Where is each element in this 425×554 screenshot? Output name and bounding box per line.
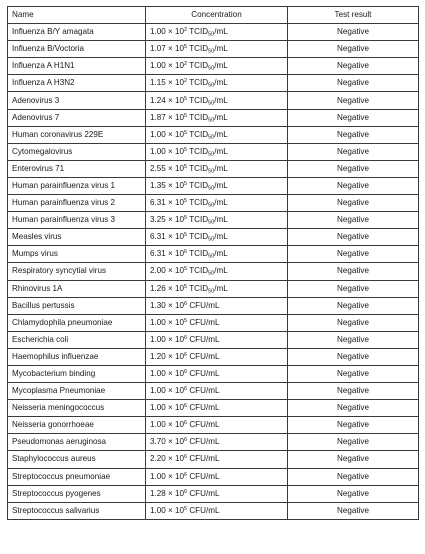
table-row: [8, 143, 419, 160]
conc-unit-tail: /mL: [214, 163, 228, 173]
row-concentration: [146, 280, 288, 297]
row-concentration: [146, 297, 288, 314]
table-row: [8, 365, 419, 382]
conc-exponent: 5: [184, 112, 188, 119]
conc-mantissa: 6.31: [150, 249, 166, 259]
row-concentration: [146, 195, 288, 212]
conc-exponent: 6: [184, 420, 188, 427]
row-concentration: [146, 229, 288, 246]
conc-mantissa: 6.31: [150, 198, 166, 208]
conc-times: ×: [168, 420, 173, 430]
row-result: Negative: [288, 348, 419, 365]
conc-mantissa: 1.20: [150, 351, 166, 361]
conc-base: 10: [175, 403, 185, 413]
conc-times: ×: [168, 488, 173, 498]
conc-base: 10: [175, 420, 185, 430]
conc-unit-subscript: 50: [208, 236, 215, 243]
conc-times: ×: [168, 95, 173, 105]
row-name: Mycoplasma Pneumoniae: [8, 383, 146, 400]
conc-mantissa: 1.87: [150, 112, 166, 122]
conc-exponent: 6: [184, 249, 188, 256]
conc-unit-subscript: 50: [208, 185, 215, 192]
conc-exponent: 5: [184, 266, 188, 273]
conc-times: ×: [168, 334, 173, 344]
conc-mantissa: 1.26: [150, 283, 166, 293]
conc-times: ×: [168, 163, 173, 173]
conc-unit-subscript: 50: [208, 219, 215, 226]
table-row: [8, 263, 419, 280]
conc-base: 10: [175, 112, 185, 122]
row-concentration: [146, 365, 288, 382]
conc-unit-tail: /mL: [214, 129, 228, 139]
conc-unit: TCID: [189, 283, 209, 293]
conc-exponent: 5: [184, 198, 188, 205]
conc-exponent: 5: [184, 163, 188, 170]
conc-unit: TCID: [189, 61, 209, 71]
conc-exponent: 6: [184, 300, 188, 307]
row-result: Negative: [288, 126, 419, 143]
conc-mantissa: 1.00: [150, 146, 166, 156]
row-result: Negative: [288, 468, 419, 485]
row-concentration: [146, 75, 288, 92]
conc-unit-tail: /mL: [214, 266, 228, 276]
conc-exponent: 6: [184, 334, 188, 341]
conc-mantissa: 1.00: [150, 27, 166, 37]
row-concentration: [146, 468, 288, 485]
row-result: Negative: [288, 297, 419, 314]
row-result: Negative: [288, 212, 419, 229]
conc-base: 10: [175, 334, 185, 344]
conc-unit-subscript: 50: [208, 48, 215, 55]
row-result: Negative: [288, 451, 419, 468]
conc-base: 10: [175, 61, 185, 71]
conc-times: ×: [168, 44, 173, 54]
conc-times: ×: [168, 232, 173, 242]
conc-base: 10: [175, 180, 185, 190]
row-result: Negative: [288, 177, 419, 194]
conc-unit: TCID: [189, 27, 209, 37]
conc-mantissa: 2.20: [150, 454, 166, 464]
conc-times: ×: [168, 369, 173, 379]
conc-times: ×: [168, 266, 173, 276]
conc-exponent: 6: [184, 471, 188, 478]
conc-unit: TCID: [189, 163, 209, 173]
conc-times: ×: [168, 300, 173, 310]
row-result: Negative: [288, 92, 419, 109]
row-name: Chlamydophila pneumoniae: [8, 314, 146, 331]
row-result: Negative: [288, 75, 419, 92]
conc-unit-tail: /mL: [214, 215, 228, 225]
conc-unit-tail: /mL: [214, 95, 228, 105]
conc-mantissa: 1.00: [150, 505, 166, 515]
conc-mantissa: 3.70: [150, 437, 166, 447]
conc-base: 10: [175, 283, 185, 293]
conc-base: 10: [175, 27, 185, 37]
table-row: [8, 41, 419, 58]
row-name: Neisseria meningococcus: [8, 400, 146, 417]
conc-unit-subscript: 50: [208, 82, 215, 89]
conc-mantissa: 1.00: [150, 420, 166, 430]
header-name: Name: [8, 7, 146, 24]
conc-unit-subscript: 50: [208, 151, 215, 158]
conc-mantissa: 1.00: [150, 369, 166, 379]
conc-times: ×: [168, 454, 173, 464]
conc-base: 10: [175, 249, 185, 259]
table-row: [8, 485, 419, 502]
conc-unit-subscript: 50: [208, 253, 215, 260]
conc-unit: TCID: [189, 129, 209, 139]
table-row: [8, 348, 419, 365]
table-row: [8, 212, 419, 229]
row-name: Respiratory syncytial virus: [8, 263, 146, 280]
table-row: [8, 126, 419, 143]
conc-unit: TCID: [189, 112, 209, 122]
conc-mantissa: 3.25: [150, 215, 166, 225]
conc-exponent: 6: [184, 454, 188, 461]
conc-unit: CFU/mL: [189, 317, 220, 327]
row-result: Negative: [288, 109, 419, 126]
conc-base: 10: [175, 471, 185, 481]
conc-exponent: 5: [184, 505, 188, 512]
conc-base: 10: [175, 129, 185, 139]
row-concentration: [146, 41, 288, 58]
conc-mantissa: 1.30: [150, 300, 166, 310]
row-result: Negative: [288, 502, 419, 519]
row-name: Human parainfluenza virus 2: [8, 195, 146, 212]
conc-exponent: 5: [184, 44, 188, 51]
conc-times: ×: [168, 437, 173, 447]
row-name: Measles virus: [8, 229, 146, 246]
conc-unit-subscript: 50: [208, 168, 215, 175]
row-concentration: [146, 263, 288, 280]
row-name: Bacillus pertussis: [8, 297, 146, 314]
row-result: Negative: [288, 485, 419, 502]
row-name: Streptococcus salivarius: [8, 502, 146, 519]
conc-unit: CFU/mL: [189, 334, 220, 344]
conc-exponent: 6: [184, 369, 188, 376]
conc-times: ×: [168, 317, 173, 327]
conc-unit-subscript: 50: [208, 100, 215, 107]
conc-times: ×: [168, 505, 173, 515]
conc-mantissa: 1.07: [150, 44, 166, 54]
row-name: Streptococcus pyogenes: [8, 485, 146, 502]
row-concentration: [146, 92, 288, 109]
conc-unit: CFU/mL: [189, 471, 220, 481]
conc-base: 10: [175, 300, 185, 310]
table-row: [8, 331, 419, 348]
conc-unit: CFU/mL: [189, 369, 220, 379]
row-concentration: [146, 143, 288, 160]
conc-unit-subscript: 50: [208, 31, 215, 38]
conc-unit: TCID: [189, 232, 209, 242]
row-result: Negative: [288, 58, 419, 75]
conc-unit: TCID: [189, 198, 209, 208]
table-row: [8, 400, 419, 417]
conc-base: 10: [175, 454, 185, 464]
row-concentration: [146, 400, 288, 417]
conc-mantissa: 1.24: [150, 95, 166, 105]
row-concentration: [146, 109, 288, 126]
conc-exponent: 2: [184, 27, 188, 34]
conc-unit: TCID: [189, 215, 209, 225]
conc-times: ×: [168, 129, 173, 139]
row-name: Enterovirus 71: [8, 160, 146, 177]
row-result: Negative: [288, 24, 419, 41]
conc-exponent: 5: [184, 95, 188, 102]
row-result: Negative: [288, 160, 419, 177]
conc-unit: TCID: [189, 146, 209, 156]
conc-times: ×: [168, 249, 173, 259]
table-row: [8, 58, 419, 75]
conc-times: ×: [168, 146, 173, 156]
conc-exponent: 5: [184, 180, 188, 187]
row-name: Influenza B/Y amagata: [8, 24, 146, 41]
conc-base: 10: [175, 198, 185, 208]
conc-base: 10: [175, 437, 185, 447]
table-row: [8, 160, 419, 177]
conc-times: ×: [168, 198, 173, 208]
row-concentration: [146, 58, 288, 75]
row-name: Human parainfluenza virus 3: [8, 212, 146, 229]
conc-unit: CFU/mL: [189, 386, 220, 396]
conc-times: ×: [168, 403, 173, 413]
row-name: Influenza B/Voctoria: [8, 41, 146, 58]
row-name: Human coronavirus 229E: [8, 126, 146, 143]
row-result: Negative: [288, 383, 419, 400]
conc-unit-tail: /mL: [214, 180, 228, 190]
row-result: Negative: [288, 246, 419, 263]
row-concentration: [146, 434, 288, 451]
row-name: Pseudomonas aeruginosa: [8, 434, 146, 451]
conc-unit: CFU/mL: [189, 505, 220, 515]
row-concentration: [146, 485, 288, 502]
table-row: [8, 502, 419, 519]
row-result: Negative: [288, 400, 419, 417]
conc-unit: CFU/mL: [189, 420, 220, 430]
row-result: Negative: [288, 41, 419, 58]
conc-unit: CFU/mL: [189, 454, 220, 464]
conc-exponent: 6: [184, 351, 188, 358]
conc-unit: CFU/mL: [189, 300, 220, 310]
conc-mantissa: 1.28: [150, 488, 166, 498]
table-row: [8, 468, 419, 485]
row-name: Staphylococcus aureus: [8, 451, 146, 468]
conc-exponent: 2: [184, 78, 188, 85]
row-name: Haemophilus influenzae: [8, 348, 146, 365]
table-row: [8, 417, 419, 434]
conc-base: 10: [175, 146, 185, 156]
table-row: [8, 314, 419, 331]
conc-unit: TCID: [189, 266, 209, 276]
conc-unit-subscript: 50: [208, 202, 215, 209]
conc-base: 10: [175, 266, 185, 276]
conc-exponent: 5: [184, 146, 188, 153]
conc-unit-tail: /mL: [214, 283, 228, 293]
table-row: [8, 177, 419, 194]
row-concentration: [146, 24, 288, 41]
row-result: Negative: [288, 365, 419, 382]
row-name: Human parainfluenza virus 1: [8, 177, 146, 194]
conc-exponent: 5: [184, 215, 188, 222]
conc-times: ×: [168, 112, 173, 122]
table-row: [8, 75, 419, 92]
row-name: Adenovirus 7: [8, 109, 146, 126]
conc-mantissa: 1.00: [150, 403, 166, 413]
conc-unit: CFU/mL: [189, 488, 220, 498]
conc-base: 10: [175, 95, 185, 105]
header-result: Test result: [288, 7, 419, 24]
conc-exponent: 6: [184, 403, 188, 410]
conc-unit: TCID: [189, 95, 209, 105]
conc-times: ×: [168, 215, 173, 225]
conc-exponent: 6: [184, 437, 188, 444]
row-concentration: [146, 417, 288, 434]
row-concentration: [146, 126, 288, 143]
table-row: [8, 229, 419, 246]
row-name: Escherichia coli: [8, 331, 146, 348]
table-row: [8, 280, 419, 297]
conc-mantissa: 1.00: [150, 334, 166, 344]
row-name: Cytomegalovirus: [8, 143, 146, 160]
row-result: Negative: [288, 417, 419, 434]
row-concentration: [146, 502, 288, 519]
table-row: [8, 92, 419, 109]
conc-unit-tail: /mL: [214, 249, 228, 259]
row-name: Influenza A H1N1: [8, 58, 146, 75]
row-name: Rhinovirus 1A: [8, 280, 146, 297]
table-row: [8, 451, 419, 468]
conc-unit-tail: /mL: [214, 27, 228, 37]
row-name: Mumps virus: [8, 246, 146, 263]
conc-base: 10: [175, 215, 185, 225]
row-concentration: [146, 331, 288, 348]
conc-unit: CFU/mL: [189, 351, 220, 361]
conc-base: 10: [175, 163, 185, 173]
row-concentration: [146, 451, 288, 468]
conc-unit-tail: /mL: [214, 44, 228, 54]
conc-unit: CFU/mL: [189, 437, 220, 447]
conc-unit-subscript: 50: [208, 117, 215, 124]
conc-times: ×: [168, 471, 173, 481]
row-result: Negative: [288, 143, 419, 160]
conc-unit-subscript: 50: [208, 270, 215, 277]
conc-unit: TCID: [189, 44, 209, 54]
conc-mantissa: 1.00: [150, 471, 166, 481]
conc-mantissa: 2.55: [150, 163, 166, 173]
conc-base: 10: [175, 317, 185, 327]
conc-unit-subscript: 50: [208, 134, 215, 141]
conc-mantissa: 1.00: [150, 317, 166, 327]
row-concentration: [146, 348, 288, 365]
row-concentration: [146, 246, 288, 263]
conc-times: ×: [168, 283, 173, 293]
conc-unit: TCID: [189, 180, 209, 190]
conc-exponent: 6: [184, 488, 188, 495]
conc-base: 10: [175, 505, 185, 515]
conc-unit: CFU/mL: [189, 403, 220, 413]
conc-base: 10: [175, 369, 185, 379]
conc-unit-subscript: 50: [208, 288, 215, 295]
conc-mantissa: 1.00: [150, 129, 166, 139]
row-name: Influenza A H3N2: [8, 75, 146, 92]
header-row: [8, 7, 419, 24]
row-result: Negative: [288, 263, 419, 280]
conc-times: ×: [168, 386, 173, 396]
conc-times: ×: [168, 27, 173, 37]
row-name: Adenovirus 3: [8, 92, 146, 109]
row-concentration: [146, 212, 288, 229]
conc-unit-tail: /mL: [214, 146, 228, 156]
row-result: Negative: [288, 331, 419, 348]
conc-mantissa: 2.00: [150, 266, 166, 276]
conc-times: ×: [168, 351, 173, 361]
conc-base: 10: [175, 351, 185, 361]
conc-exponent: 5: [184, 129, 188, 136]
conc-mantissa: 1.00: [150, 386, 166, 396]
row-result: Negative: [288, 314, 419, 331]
conc-times: ×: [168, 180, 173, 190]
conc-mantissa: 1.15: [150, 78, 166, 88]
conc-base: 10: [175, 232, 185, 242]
row-name: Mycobacterium binding: [8, 365, 146, 382]
row-result: Negative: [288, 280, 419, 297]
header-concentration: Concentration: [146, 7, 288, 24]
row-concentration: [146, 160, 288, 177]
conc-base: 10: [175, 488, 185, 498]
conc-unit-tail: /mL: [214, 198, 228, 208]
conc-base: 10: [175, 44, 185, 54]
conc-unit-subscript: 50: [208, 65, 215, 72]
conc-times: ×: [168, 78, 173, 88]
table-row: [8, 434, 419, 451]
conc-base: 10: [175, 386, 185, 396]
conc-times: ×: [168, 61, 173, 71]
conc-unit-tail: /mL: [214, 232, 228, 242]
row-concentration: [146, 314, 288, 331]
row-name: Neisseria gonorrhoeae: [8, 417, 146, 434]
table-row: [8, 24, 419, 41]
table-row: [8, 297, 419, 314]
conc-exponent: 5: [184, 317, 188, 324]
row-result: Negative: [288, 195, 419, 212]
conc-mantissa: 1.35: [150, 180, 166, 190]
table-row: [8, 195, 419, 212]
row-result: Negative: [288, 434, 419, 451]
conc-unit: TCID: [189, 249, 209, 259]
conc-unit: TCID: [189, 78, 209, 88]
table-row: [8, 383, 419, 400]
conc-exponent: 5: [184, 232, 188, 239]
conc-exponent: 6: [184, 386, 188, 393]
cross-reactivity-table: [7, 6, 419, 520]
row-concentration: [146, 383, 288, 400]
table-row: [8, 246, 419, 263]
table-body: [8, 24, 419, 520]
row-result: Negative: [288, 229, 419, 246]
conc-unit-tail: /mL: [214, 78, 228, 88]
conc-exponent: 2: [184, 61, 188, 68]
conc-mantissa: 1.00: [150, 61, 166, 71]
row-name: Streptococcus pneumoniae: [8, 468, 146, 485]
conc-mantissa: 6.31: [150, 232, 166, 242]
row-concentration: [146, 177, 288, 194]
conc-unit-tail: /mL: [214, 61, 228, 71]
conc-base: 10: [175, 78, 185, 88]
table-row: [8, 109, 419, 126]
conc-unit-tail: /mL: [214, 112, 228, 122]
conc-exponent: 5: [184, 283, 188, 290]
